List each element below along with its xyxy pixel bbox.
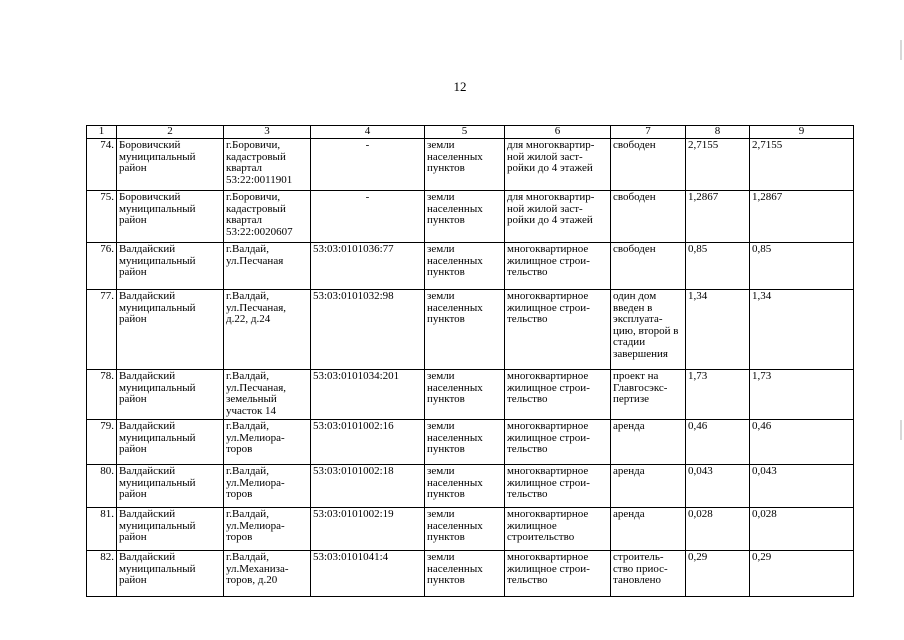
district-cell: Валдайский муниципальный район — [117, 420, 224, 465]
area-cell: 1,34 — [750, 290, 854, 370]
land-category-cell: земли населенных пунктов — [425, 243, 505, 290]
column-number: 5 — [425, 126, 505, 139]
table-row — [87, 370, 854, 420]
status-cell: один дом введен в эксплуата-цию, второй в стадии завершения — [611, 290, 686, 370]
usage-cell: для многоквартир-ной жилой заст-ройки до 4 этажей — [505, 191, 611, 243]
usage-cell: многоквартирное жилищное строи-тельство — [505, 420, 611, 465]
land-category-cell: земли населенных пунктов — [425, 551, 505, 597]
land-category-cell: земли населенных пунктов — [425, 370, 505, 420]
table-row — [87, 551, 854, 597]
location-cell: г.Валдай, ул.Мелиора-торов — [224, 508, 311, 551]
location-cell: г.Боровичи, кадастровый квартал 53:22:0020607 — [224, 191, 311, 243]
cadastral-cell: - — [311, 191, 425, 243]
district-cell: Валдайский муниципальный район — [117, 290, 224, 370]
row-number: 77. — [87, 290, 117, 370]
column-number: 8 — [686, 126, 750, 139]
usage-cell: многоквартирное жилищное строи-тельство — [505, 243, 611, 290]
row-number: 80. — [87, 465, 117, 508]
district-cell: Боровичский муниципальный район — [117, 139, 224, 191]
area-cell: 0,028 — [686, 508, 750, 551]
area-cell: 1,2867 — [750, 191, 854, 243]
location-cell: г.Валдай, ул.Мелиора-торов — [224, 420, 311, 465]
area-cell: 2,7155 — [686, 139, 750, 191]
table-row — [87, 465, 854, 508]
area-cell: 1,34 — [686, 290, 750, 370]
area-cell: 1,73 — [750, 370, 854, 420]
area-cell: 0,29 — [750, 551, 854, 597]
cadastral-cell: 53:03:0101032:98 — [311, 290, 425, 370]
row-number: 75. — [87, 191, 117, 243]
column-number: 3 — [224, 126, 311, 139]
column-number: 9 — [750, 126, 854, 139]
column-number: 6 — [505, 126, 611, 139]
row-number: 81. — [87, 508, 117, 551]
district-cell: Валдайский муниципальный район — [117, 243, 224, 290]
location-cell: г.Валдай, ул.Песчаная, д.22, д.24 — [224, 290, 311, 370]
usage-cell: многоквартирное жилищное строи-тельство — [505, 465, 611, 508]
district-cell: Боровичский муниципальный район — [117, 191, 224, 243]
location-cell: г.Валдай, ул.Мелиора-торов — [224, 465, 311, 508]
district-cell: Валдайский муниципальный район — [117, 465, 224, 508]
area-cell: 1,73 — [686, 370, 750, 420]
cadastral-cell: 53:03:0101041:4 — [311, 551, 425, 597]
status-cell: строитель-ство приос-тановлено — [611, 551, 686, 597]
row-number: 78. — [87, 370, 117, 420]
row-number: 82. — [87, 551, 117, 597]
usage-cell: многоквартирное жилищное строи-тельство — [505, 290, 611, 370]
land-category-cell: земли населенных пунктов — [425, 420, 505, 465]
status-cell: аренда — [611, 465, 686, 508]
column-number: 4 — [311, 126, 425, 139]
area-cell: 1,2867 — [686, 191, 750, 243]
row-number: 76. — [87, 243, 117, 290]
table-row — [87, 139, 854, 191]
usage-cell: многоквартирное жилищное строи-тельство — [505, 370, 611, 420]
column-number-row — [87, 126, 854, 139]
area-cell: 0,85 — [686, 243, 750, 290]
usage-cell: для многоквартир-ной жилой заст-ройки до 4 этажей — [505, 139, 611, 191]
table-row — [87, 508, 854, 551]
status-cell: аренда — [611, 420, 686, 465]
table-row — [87, 191, 854, 243]
location-cell: г.Валдай, ул.Песчаная, земельный участок 14 — [224, 370, 311, 420]
cadastral-cell: 53:03:0101034:201 — [311, 370, 425, 420]
land-category-cell: земли населенных пунктов — [425, 508, 505, 551]
usage-cell: многоквартирное жилищное строительство — [505, 508, 611, 551]
cadastral-cell: 53:03:0101002:18 — [311, 465, 425, 508]
area-cell: 0,29 — [686, 551, 750, 597]
status-cell: свободен — [611, 139, 686, 191]
land-category-cell: земли населенных пунктов — [425, 465, 505, 508]
land-plots-table — [86, 125, 854, 597]
district-cell: Валдайский муниципальный район — [117, 370, 224, 420]
land-category-cell: земли населенных пунктов — [425, 290, 505, 370]
area-cell: 0,46 — [686, 420, 750, 465]
cadastral-cell: 53:03:0101002:19 — [311, 508, 425, 551]
table-row — [87, 420, 854, 465]
page-number: 12 — [453, 79, 467, 94]
land-category-cell: земли населенных пунктов — [425, 191, 505, 243]
area-cell: 0,46 — [750, 420, 854, 465]
location-cell: г.Валдай, ул.Песчаная — [224, 243, 311, 290]
status-cell: проект на Главгосэкс-пертизе — [611, 370, 686, 420]
column-number: 7 — [611, 126, 686, 139]
cadastral-cell: 53:03:0101036:77 — [311, 243, 425, 290]
district-cell: Валдайский муниципальный район — [117, 551, 224, 597]
location-cell: г.Боровичи, кадастровый квартал 53:22:0011901 — [224, 139, 311, 191]
column-number: 1 — [87, 126, 117, 139]
district-cell: Валдайский муниципальный район — [117, 508, 224, 551]
scan-edge-mark — [900, 420, 902, 440]
usage-cell: многоквартирное жилищное строи-тельство — [505, 551, 611, 597]
cadastral-cell: 53:03:0101002:16 — [311, 420, 425, 465]
table-row — [87, 290, 854, 370]
area-cell: 2,7155 — [750, 139, 854, 191]
land-category-cell: земли населенных пунктов — [425, 139, 505, 191]
status-cell: свободен — [611, 243, 686, 290]
area-cell: 0,85 — [750, 243, 854, 290]
area-cell: 0,028 — [750, 508, 854, 551]
row-number: 74. — [87, 139, 117, 191]
table-row — [87, 243, 854, 290]
column-number: 2 — [117, 126, 224, 139]
cadastral-cell: - — [311, 139, 425, 191]
status-cell: аренда — [611, 508, 686, 551]
location-cell: г.Валдай, ул.Механиза-торов, д.20 — [224, 551, 311, 597]
scan-edge-mark — [900, 40, 902, 60]
area-cell: 0,043 — [750, 465, 854, 508]
status-cell: свободен — [611, 191, 686, 243]
area-cell: 0,043 — [686, 465, 750, 508]
row-number: 79. — [87, 420, 117, 465]
